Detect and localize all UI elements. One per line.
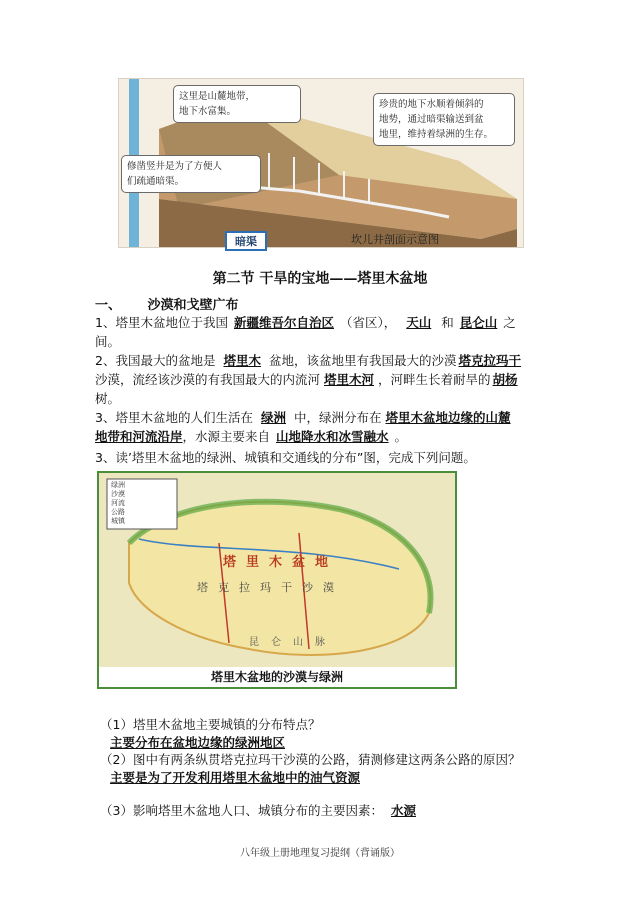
answer-blank: 塔克拉玛干 [458,353,522,368]
section-title: 第二节 干旱的宝地——塔里木盆地 [212,271,428,287]
answer-blank: 天山 [406,315,432,330]
callout-text: 这里是山麓地带， [179,91,256,102]
answer-blank: 塔里木河 [324,372,375,387]
question-3: 3、塔里木盆地的人们生活在 绿洲 中，绿洲分布在 塔里木盆地边缘的山麓 [95,408,555,427]
heading-number: 一、 [95,298,122,313]
legend-item: 沙漠 [111,490,125,498]
callout-shaft [121,155,261,193]
legend-item: 河流 [111,499,125,507]
question-2-end: 树。 [95,391,121,406]
heading-1 [95,294,239,313]
question-2-cont: 沙漠，流经该沙漠的有我国最大的内流河 塔里木河 ，河畔生长着耐旱的 胡杨 [95,372,518,387]
tarim-map [97,471,457,689]
answer-blank: 塔里木盆地边缘的山麓 [385,410,511,425]
callout-text: 地里，维持着绿洲的生存。 [379,129,494,140]
answer-blank: 水源 [390,803,416,818]
map-question-intro: 3、读’塔里木盆地的绿洲、城镇和交通线的分布”图，完成下列问题。 [95,450,476,465]
map-desert-label: 塔克拉玛干沙漠 [197,581,344,594]
subquestion-2-answer: 主要是为了开发利用塔里木盆地中的油气资源 [110,770,361,785]
karez-diagram [118,78,524,248]
map-caption: 塔里木盆地的沙漠与绿洲 [99,667,455,687]
legend-item: 绿洲 [111,481,125,489]
callout-text: 地下水富集。 [179,106,237,117]
page-footer: 八年级上册地理复习提纲（背诵版） [240,848,400,859]
heading-text: 沙漠和戈壁广布 [147,298,239,313]
answer-blank: 地带和河流沿岸 [95,429,183,444]
callout-text: 地势，通过暗渠输送到盆 [379,114,484,125]
map-mountain-label: 昆仑山脉 [249,637,337,648]
subquestion-1: （1）塔里木盆地主要城镇的分布特点？ [100,717,321,732]
subquestion-2: （2）图中有两条纵贯塔克拉玛干沙漠的公路，猜测修建这两条公路的原因？ [100,752,521,767]
answer-blank: 昆仑山 [459,315,498,330]
callout-text: 珍贵的地下水顺着倾斜的 [379,99,484,110]
legend-item: 城镇 [111,517,125,525]
question-1-cont: 间。 [95,334,121,349]
question-2: 2、我国最大的盆地是 塔里木 盆地，该盆地里有我国最大的沙漠 塔克拉玛干 [95,353,522,368]
question-3-cont: 地带和河流沿岸，水源主要来自 山地降水和冰雪融水 。 [95,429,408,444]
callout-groundwater [373,93,515,146]
callout-foothill [173,85,301,123]
label-anqu: 暗渠 [225,231,267,251]
subquestion-1-answer: 主要分布在盆地边缘的绿洲地区 [110,735,286,750]
answer-blank: 山地降水和冰雪融水 [276,429,389,444]
subquestion-3: （3）影响塔里木盆地人口、城镇分布的主要因素： 水源 [100,801,560,820]
map-legend [111,481,125,526]
callout-text: 们疏通暗渠。 [127,176,185,187]
answer-blank: 胡杨 [492,372,518,387]
answer-blank: 塔里木 [223,353,261,368]
callout-text: 修凿竖井是为了方便人 [127,161,223,172]
figure-caption: 坎儿井剖面示意图 [351,233,439,246]
answer-blank: 新疆维吾尔自治区 [233,315,334,330]
answer-blank: 绿洲 [260,410,286,425]
question-1: 1、塔里木盆地位于我国 新疆维吾尔自治区 （省区）， 天山 和 昆仑山 之 [95,315,516,330]
map-basin-label: 塔里木盆地 [223,555,339,570]
legend-item: 公路 [111,508,125,516]
